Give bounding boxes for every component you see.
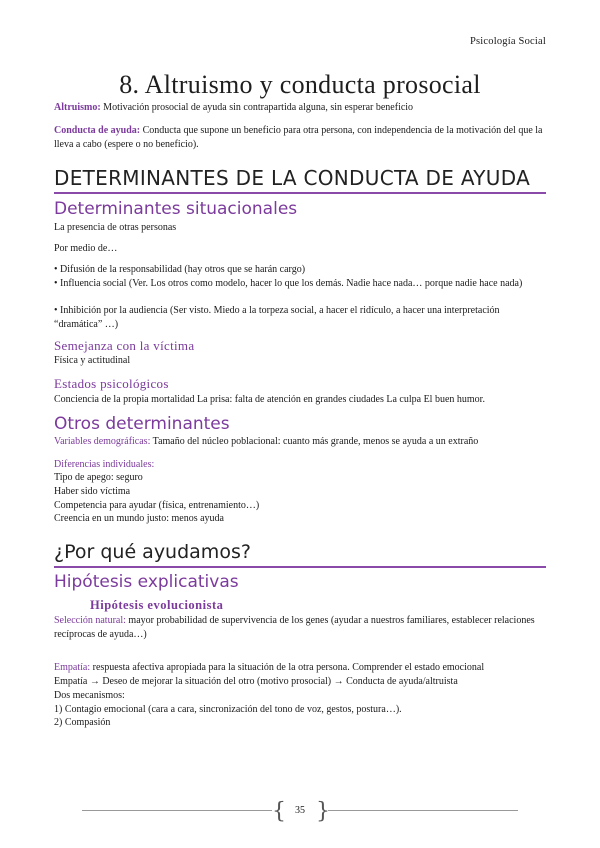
subheading-hipotesis: Hipótesis explicativas [54, 572, 239, 592]
bullet-item: • Inhibición por la audiencia (Ser visto. Miedo a la torpeza social, a hacer el ridículo, a hacer una interpretación “dramática” …) [54, 305, 500, 330]
natural-selection-text [54, 614, 546, 642]
victim-text: Física y actitudinal [54, 355, 131, 366]
demographic-line [54, 435, 546, 449]
individual-label: Diferencias individuales: [54, 459, 155, 470]
mechanism-item: 2) Compasión [54, 717, 111, 728]
footer-brace-left: { [272, 799, 286, 824]
section-heading-por-que: ¿Por qué ayudamos? [54, 541, 251, 563]
definition-conducta-ayuda [54, 124, 546, 152]
empathy-text: respuesta afectiva apropiada para la situación de la otra persona. Comprender el estado emocional [90, 662, 485, 673]
mechanism-item: 1) Contagio emocional (cara a cara, sincronización del tono de voz, gestos, postura…). [54, 704, 402, 715]
subheading-situacionales: Determinantes situacionales [54, 199, 298, 219]
page-number: 35 [295, 805, 305, 816]
individual-item: Tipo de apego: seguro [54, 472, 143, 483]
subheading-victima: Semejanza con la víctima [54, 338, 195, 353]
definition-text: Conducta que supone un beneficio para otra persona, con independencia de la motivación del que la lleva a cabo (espere o no beneficio). [54, 125, 543, 150]
running-header: Psicología Social [469, 36, 546, 47]
subheading-evolucionista: Hipótesis evolucionista [90, 598, 224, 612]
section-divider [54, 566, 546, 568]
mechanisms-text: Dos mecanismos: [54, 690, 125, 701]
definition-altruismo [54, 101, 546, 115]
presence-text: La presencia de otras personas [54, 222, 177, 233]
section-heading-determinantes: DETERMINANTES DE LA CONDUCTA DE AYUDA [54, 166, 531, 190]
bullet-item: • Difusión de la responsabilidad (hay otros que se harán cargo) [54, 264, 306, 275]
natsel-label: Selección natural: [54, 615, 126, 626]
means-text: Por medio de… [54, 243, 118, 254]
empathy-label: Empatía: [54, 662, 91, 673]
subheading-estados: Estados psicológicos [54, 376, 169, 391]
psych-text: Conciencia de la propia mortalidad La prisa: falta de atención en grandes ciudades La culpa El buen humor. [54, 394, 485, 405]
definition-term: Altruismo: [54, 102, 101, 113]
page-title: 8. Altruismo y conducta prosocial [119, 70, 481, 99]
natsel-text: mayor probabilidad de supervivencia de los genes (ayudar a nuestros familiares, establecer relaciones recíprocas de ayuda…) [54, 615, 535, 640]
individual-item: Competencia para ayudar (física, entrenamiento…) [54, 500, 260, 511]
section-divider [54, 192, 546, 194]
individual-item: Haber sido víctima [54, 486, 131, 497]
demographic-text: Tamaño del núcleo poblacional: cuanto más grande, menos se ayuda a un extraño [150, 436, 479, 447]
empathy-definition [54, 661, 546, 675]
demographic-label: Variables demográficas: [54, 436, 151, 447]
definition-term: Conducta de ayuda: [54, 125, 141, 136]
definition-text: Motivación prosocial de ayuda sin contrapartida alguna, sin esperar beneficio [100, 102, 414, 113]
subheading-otros: Otros determinantes [54, 414, 230, 434]
footer-brace-right: } [316, 799, 330, 824]
empathy-chain: Empatía → Deseo de mejorar la situación del otro (motivo prosocial) → Conducta de ayuda/altruista [54, 676, 458, 687]
individual-item: Creencia en un mundo justo: menos ayuda [54, 513, 224, 524]
bullet-item: • Influencia social (Ver. Los otros como modelo, hacer lo que los demás. Nadie hace nada… porque nadie hace nada) [54, 278, 523, 289]
